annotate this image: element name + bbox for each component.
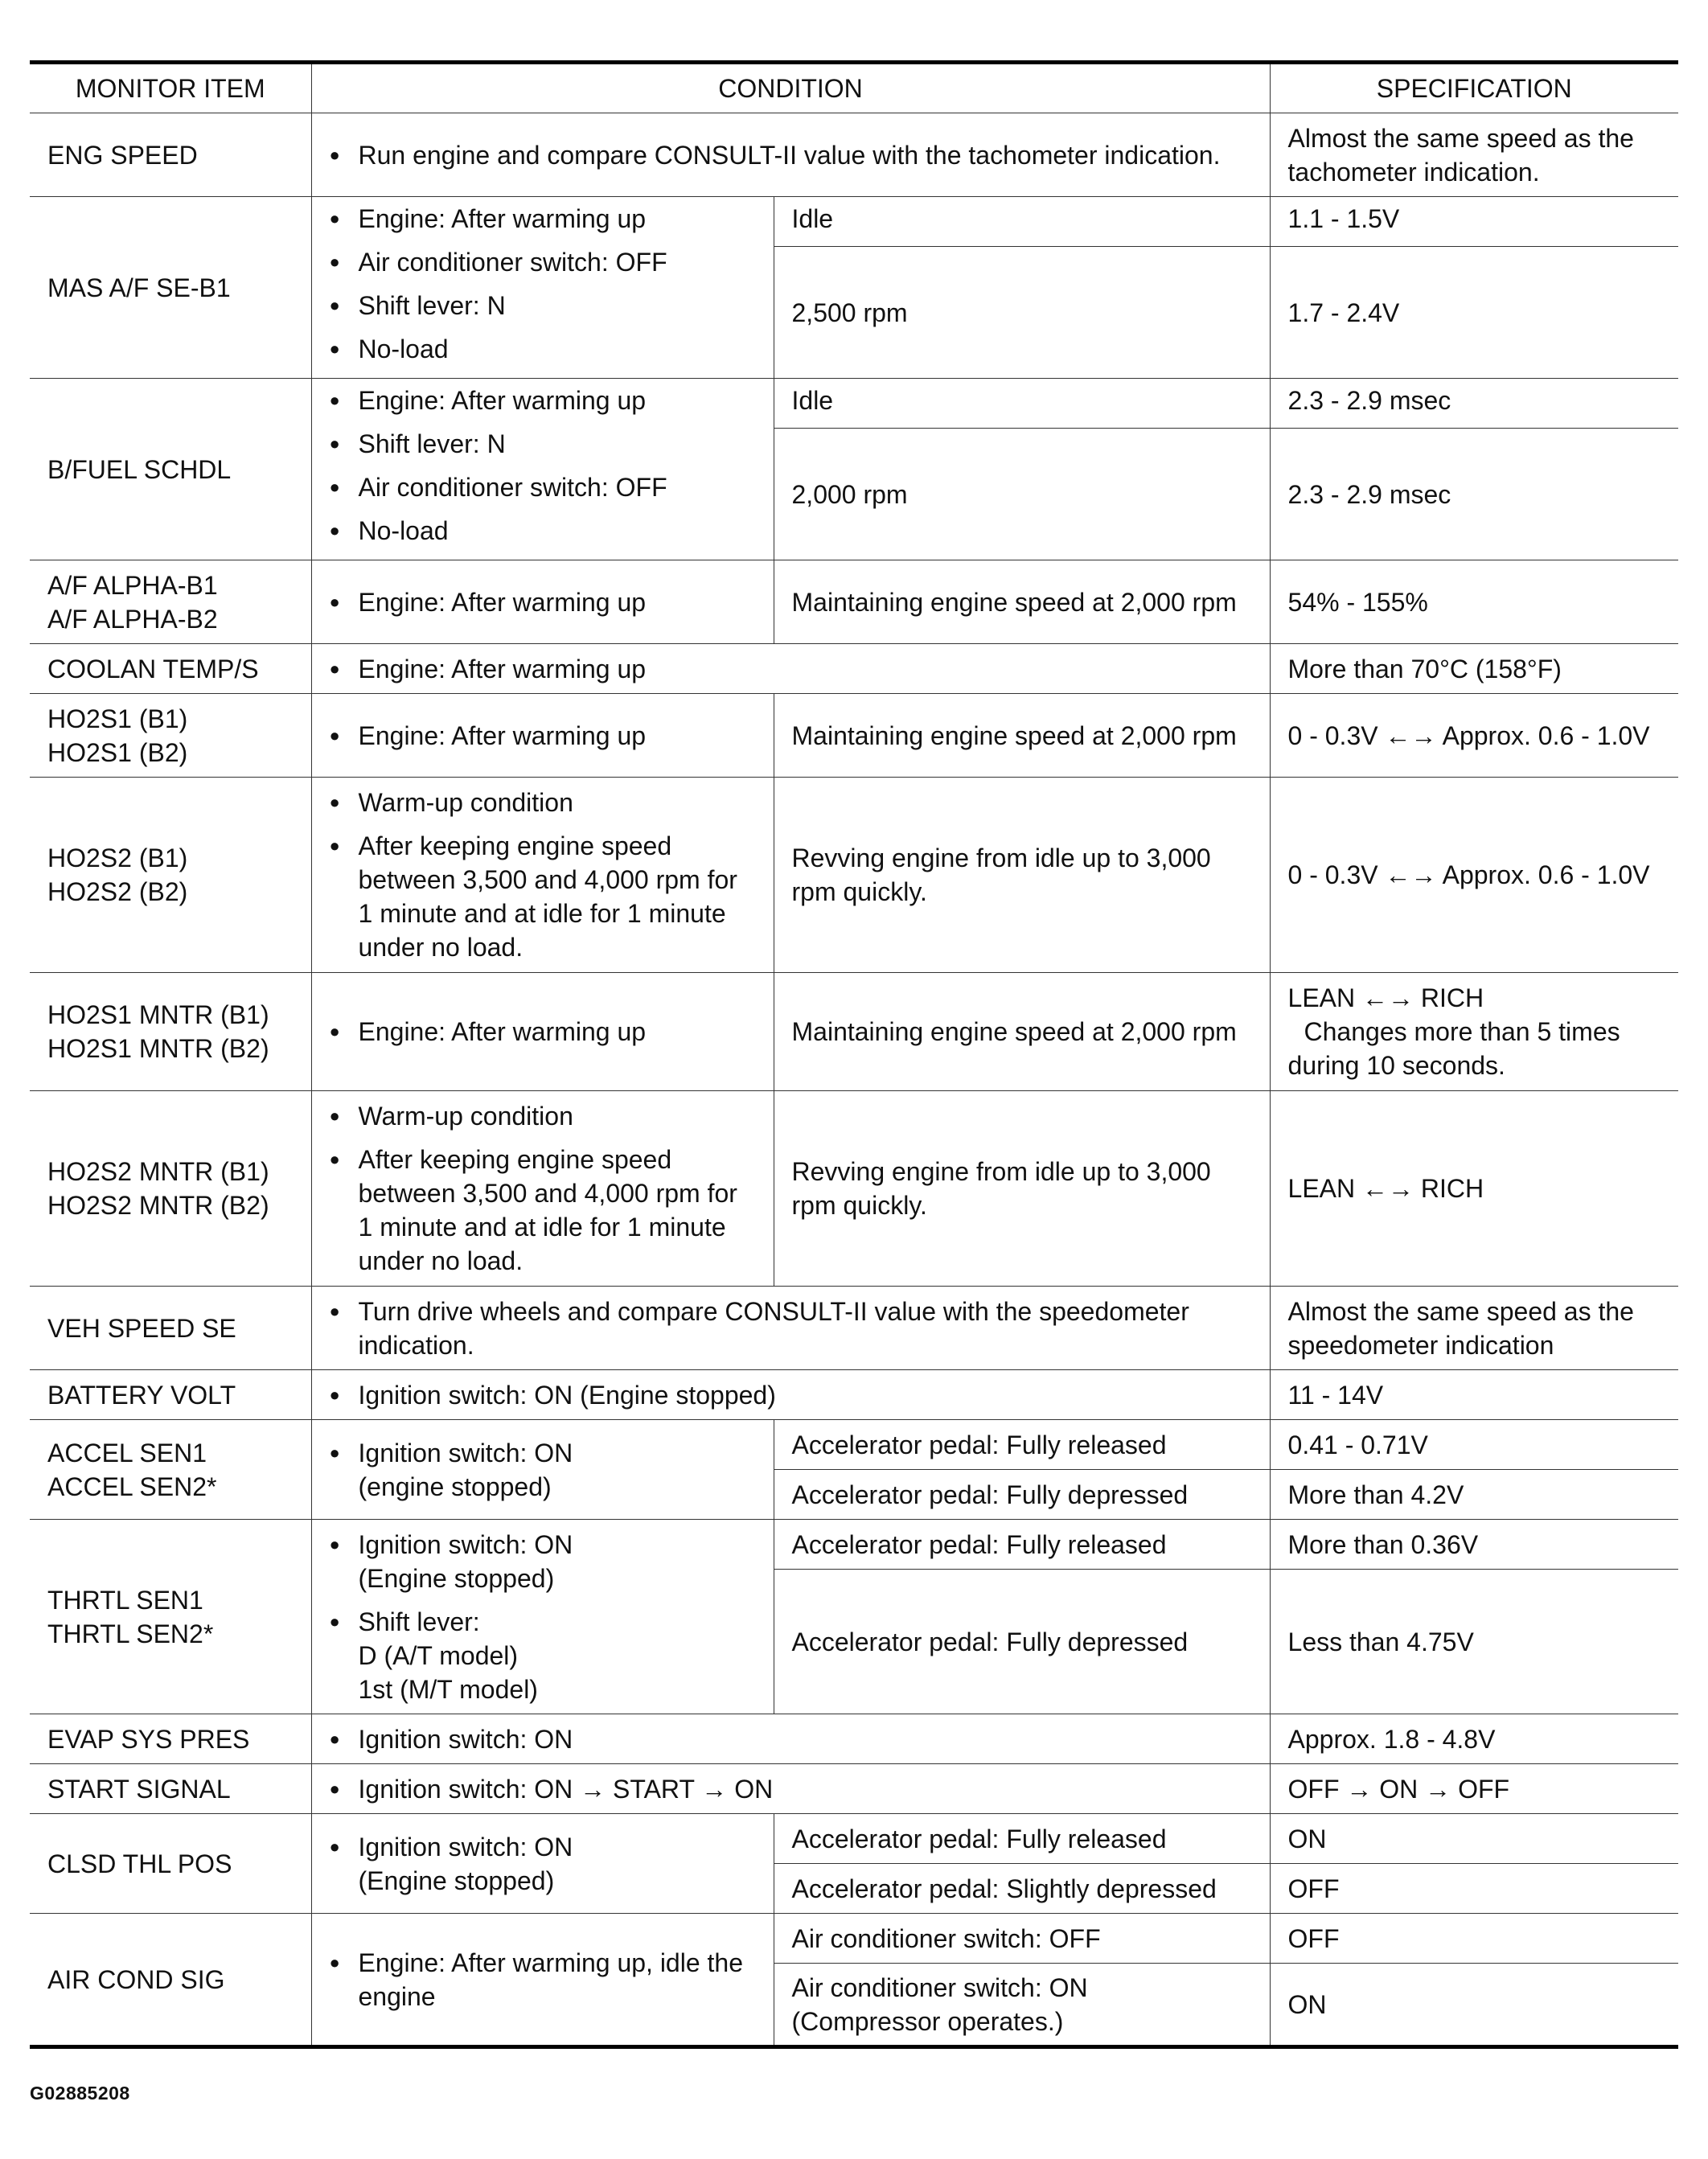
table-row xyxy=(30,560,1678,644)
specification: ON xyxy=(1270,1814,1678,1864)
condition-bullet: ● Engine: After warming up xyxy=(330,1015,756,1049)
condition xyxy=(311,1914,774,2047)
condition xyxy=(311,694,774,778)
condition-bullet: ● Warm-up condition xyxy=(330,1099,756,1133)
specification: 2.3 - 2.9 msec xyxy=(1270,379,1678,429)
specification: 0.41 - 0.71V xyxy=(1270,1420,1678,1470)
sub-condition: Accelerator pedal: Fully released xyxy=(774,1814,1270,1864)
monitor-item: CLSD THL POS xyxy=(30,1814,311,1914)
sub-condition: Air conditioner switch: ON (Compressor operates.) xyxy=(774,1964,1270,2047)
table-row xyxy=(30,1914,1678,1964)
sub-condition: Revving engine from idle up to 3,000 rpm quickly. xyxy=(774,778,1270,973)
sub-condition: Air conditioner switch: OFF xyxy=(774,1914,1270,1964)
table-row xyxy=(30,1287,1678,1370)
specification: OFF → ON → OFF xyxy=(1270,1764,1678,1814)
condition xyxy=(311,1370,1270,1420)
specification: OFF xyxy=(1270,1864,1678,1914)
specification: Almost the same speed as the tachometer indication. xyxy=(1270,113,1678,197)
condition xyxy=(311,197,774,379)
condition xyxy=(311,1420,774,1520)
condition xyxy=(311,1814,774,1914)
specification: More than 70°C (158°F) xyxy=(1270,644,1678,694)
sub-condition: Accelerator pedal: Fully depressed xyxy=(774,1470,1270,1520)
monitor-spec-table xyxy=(30,60,1678,2049)
monitor-item: HO2S1 MNTR (B1) HO2S1 MNTR (B2) xyxy=(30,973,311,1091)
specification: 1.7 - 2.4V xyxy=(1270,247,1678,379)
condition-bullet: ● Engine: After warming up xyxy=(330,652,1252,686)
condition-bullet: ● Air conditioner switch: OFF xyxy=(330,470,756,504)
condition xyxy=(311,1714,1270,1764)
sub-condition: 2,000 rpm xyxy=(774,429,1270,560)
sub-condition: Maintaining engine speed at 2,000 rpm xyxy=(774,973,1270,1091)
specification: 0 - 0.3V ←→ Approx. 0.6 - 1.0V xyxy=(1270,778,1678,973)
specification: OFF xyxy=(1270,1914,1678,1964)
specification: Almost the same speed as the speedometer indication xyxy=(1270,1287,1678,1370)
table-row xyxy=(30,644,1678,694)
table-row xyxy=(30,197,1678,247)
monitor-item: BATTERY VOLT xyxy=(30,1370,311,1420)
specification: More than 0.36V xyxy=(1270,1520,1678,1570)
sub-condition: Accelerator pedal: Fully depressed xyxy=(774,1570,1270,1714)
sub-condition: Revving engine from idle up to 3,000 rpm quickly. xyxy=(774,1091,1270,1287)
condition-bullet: ● No-load xyxy=(330,332,756,366)
sub-condition: Accelerator pedal: Slightly depressed xyxy=(774,1864,1270,1914)
condition-bullet: ● Ignition switch: ON → START → ON xyxy=(330,1772,1252,1806)
monitor-item: HO2S2 (B1) HO2S2 (B2) xyxy=(30,778,311,973)
specification: 54% - 155% xyxy=(1270,560,1678,644)
figure-code: G02885208 xyxy=(30,2083,130,2104)
monitor-item: HO2S1 (B1) HO2S1 (B2) xyxy=(30,694,311,778)
condition-bullet: ● Ignition switch: ON xyxy=(330,1722,1252,1756)
condition xyxy=(311,560,774,644)
monitor-item: AIR COND SIG xyxy=(30,1914,311,2047)
condition-bullet: ● Run engine and compare CONSULT-II value with the tachometer indication. xyxy=(330,138,1252,172)
table-row xyxy=(30,1420,1678,1470)
condition xyxy=(311,1520,774,1714)
condition-bullet: ● Turn drive wheels and compare CONSULT-II value with the speedometer indication. xyxy=(330,1295,1252,1362)
condition-bullet: ● Engine: After warming up xyxy=(330,384,756,417)
monitor-item: HO2S2 MNTR (B1) HO2S2 MNTR (B2) xyxy=(30,1091,311,1287)
condition-bullet: ● Shift lever: D (A/T model) 1st (M/T model) xyxy=(330,1605,756,1706)
monitor-item: ACCEL SEN1 ACCEL SEN2* xyxy=(30,1420,311,1520)
condition-bullet: ● Ignition switch: ON (Engine stopped) xyxy=(330,1528,756,1595)
table-row xyxy=(30,113,1678,197)
table-row xyxy=(30,694,1678,778)
condition-bullet: ● Ignition switch: ON (Engine stopped) xyxy=(330,1830,756,1898)
monitor-item: ENG SPEED xyxy=(30,113,311,197)
monitor-item: THRTL SEN1 THRTL SEN2* xyxy=(30,1520,311,1714)
sub-condition: Accelerator pedal: Fully released xyxy=(774,1520,1270,1570)
condition-bullet: ● Engine: After warming up xyxy=(330,202,756,236)
sub-condition: Maintaining engine speed at 2,000 rpm xyxy=(774,560,1270,644)
condition xyxy=(311,778,774,973)
table-row xyxy=(30,379,1678,429)
specification: LEAN ←→ RICH xyxy=(1270,1091,1678,1287)
table-header-row xyxy=(30,63,1678,113)
condition-bullet: ● Ignition switch: ON (Engine stopped) xyxy=(330,1378,1252,1412)
table-row xyxy=(30,1520,1678,1570)
table-row xyxy=(30,1814,1678,1864)
sub-condition: Idle xyxy=(774,379,1270,429)
condition-bullet: ● Engine: After warming up, idle the engine xyxy=(330,1946,756,2013)
condition xyxy=(311,113,1270,197)
header-monitor-item: MONITOR ITEM xyxy=(30,63,311,113)
specification: Approx. 1.8 - 4.8V xyxy=(1270,1714,1678,1764)
specification: 1.1 - 1.5V xyxy=(1270,197,1678,247)
table-row xyxy=(30,1714,1678,1764)
table-row xyxy=(30,1091,1678,1287)
condition xyxy=(311,1287,1270,1370)
table-row xyxy=(30,778,1678,973)
condition xyxy=(311,644,1270,694)
header-specification: SPECIFICATION xyxy=(1270,63,1678,113)
condition xyxy=(311,1764,1270,1814)
monitor-item: VEH SPEED SE xyxy=(30,1287,311,1370)
condition-bullet: ● Engine: After warming up xyxy=(330,585,756,619)
condition-bullet: ● Shift lever: N xyxy=(330,427,756,461)
condition-bullet: ● Warm-up condition xyxy=(330,786,756,819)
monitor-item: A/F ALPHA-B1 A/F ALPHA-B2 xyxy=(30,560,311,644)
specification: 0 - 0.3V ←→ Approx. 0.6 - 1.0V xyxy=(1270,694,1678,778)
condition-bullet: ● Engine: After warming up xyxy=(330,719,756,753)
condition-bullet: ● After keeping engine speed between 3,500 and 4,000 rpm for 1 minute and at idle for 1 minute under no load. xyxy=(330,829,756,964)
condition-bullet: ● Shift lever: N xyxy=(330,289,756,322)
monitor-item: B/FUEL SCHDL xyxy=(30,379,311,560)
spec-table-container xyxy=(30,60,1678,2049)
sub-condition: 2,500 rpm xyxy=(774,247,1270,379)
specification: 11 - 14V xyxy=(1270,1370,1678,1420)
header-condition: CONDITION xyxy=(311,63,1270,113)
specification: 2.3 - 2.9 msec xyxy=(1270,429,1678,560)
monitor-item: MAS A/F SE-B1 xyxy=(30,197,311,379)
condition xyxy=(311,973,774,1091)
sub-condition: Maintaining engine speed at 2,000 rpm xyxy=(774,694,1270,778)
specification: More than 4.2V xyxy=(1270,1470,1678,1520)
table-row xyxy=(30,1764,1678,1814)
condition xyxy=(311,379,774,560)
specification: Less than 4.75V xyxy=(1270,1570,1678,1714)
condition-bullet: ● After keeping engine speed between 3,500 and 4,000 rpm for 1 minute and at idle for 1 minute under no load. xyxy=(330,1143,756,1278)
sub-condition: Idle xyxy=(774,197,1270,247)
condition-bullet: ● Ignition switch: ON (engine stopped) xyxy=(330,1436,756,1504)
monitor-item: START SIGNAL xyxy=(30,1764,311,1814)
sub-condition: Accelerator pedal: Fully released xyxy=(774,1420,1270,1470)
monitor-item: COOLAN TEMP/S xyxy=(30,644,311,694)
table-row xyxy=(30,973,1678,1091)
specification: LEAN ←→ RICH Changes more than 5 times during 10 seconds. xyxy=(1270,973,1678,1091)
specification: ON xyxy=(1270,1964,1678,2047)
table-row xyxy=(30,1370,1678,1420)
condition-bullet: ● Air conditioner switch: OFF xyxy=(330,245,756,279)
condition xyxy=(311,1091,774,1287)
condition-bullet: ● No-load xyxy=(330,514,756,548)
monitor-item: EVAP SYS PRES xyxy=(30,1714,311,1764)
